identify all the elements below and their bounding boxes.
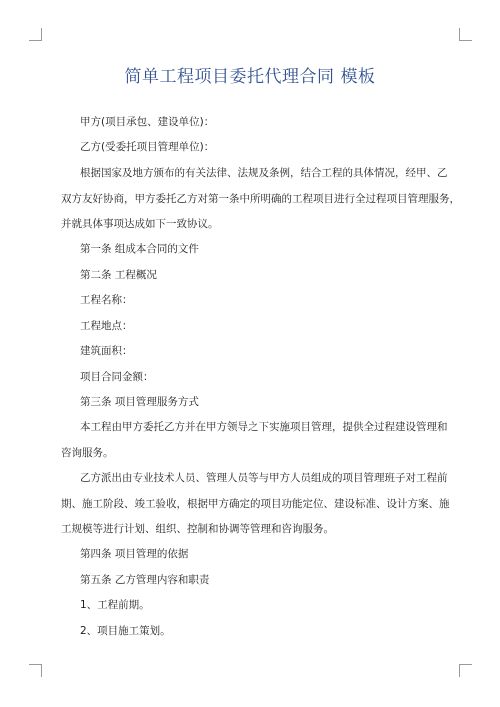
article-4-heading: 第四条 项目管理的依据	[80, 548, 189, 560]
article-3-heading: 第三条 项目管理服务方式	[80, 396, 199, 408]
corner-mark-bottom-right	[459, 664, 472, 677]
corner-mark-bottom-left	[29, 664, 42, 677]
article-2-heading: 第二条 工程概况	[80, 269, 157, 281]
corner-mark-top-left	[29, 28, 42, 41]
list-item-2: 2、项目施工策划。	[80, 625, 171, 637]
service-desc-line-2: 咨询服务。	[61, 447, 114, 459]
project-location-field: 工程地点：	[80, 320, 133, 332]
intro-line-3: 并就具体事项达成如下一致协议。	[61, 218, 219, 230]
contract-amount-field: 项目合同金额：	[80, 371, 154, 383]
intro-line-1: 根据国家及地方颁布的有关法律、法规及条例，结合工程的具体情况，经甲、乙	[80, 167, 448, 179]
document-title: 简单工程项目委托代理合同 模板	[124, 67, 376, 87]
project-name-field: 工程名称：	[80, 294, 133, 306]
team-desc-line-3: 工规模等进行计划、组织、控制和协调等管理和咨询服务。	[61, 523, 334, 535]
article-5-heading: 第五条 乙方管理内容和职责	[80, 574, 210, 586]
corner-mark-top-right	[459, 28, 472, 41]
service-desc-line-1: 本工程由甲方委托乙方并在甲方领导之下实施项目管理，提供全过程建设管理和	[80, 421, 448, 433]
team-desc-line-1: 乙方派出由专业技术人员、管理人员等与甲方人员组成的项目管理班子对工程前	[80, 472, 448, 484]
building-area-field: 建筑面积：	[80, 345, 133, 357]
article-1-heading: 第一条 组成本合同的文件	[80, 243, 199, 255]
party-b-line: 乙方(受委托项目管理单位)：	[80, 141, 215, 153]
list-item-1: 1、工程前期。	[80, 599, 150, 611]
team-desc-line-2: 期、施工阶段、竣工验收，根据甲方确定的项目功能定位、建设标准、设计方案、施	[61, 498, 450, 510]
intro-line-2: 双方友好协商，甲方委托乙方对第一条中所明确的工程项目进行全过程项目管理服务，	[61, 193, 460, 205]
party-a-line: 甲方(项目承包、建设单位)：	[80, 116, 215, 128]
